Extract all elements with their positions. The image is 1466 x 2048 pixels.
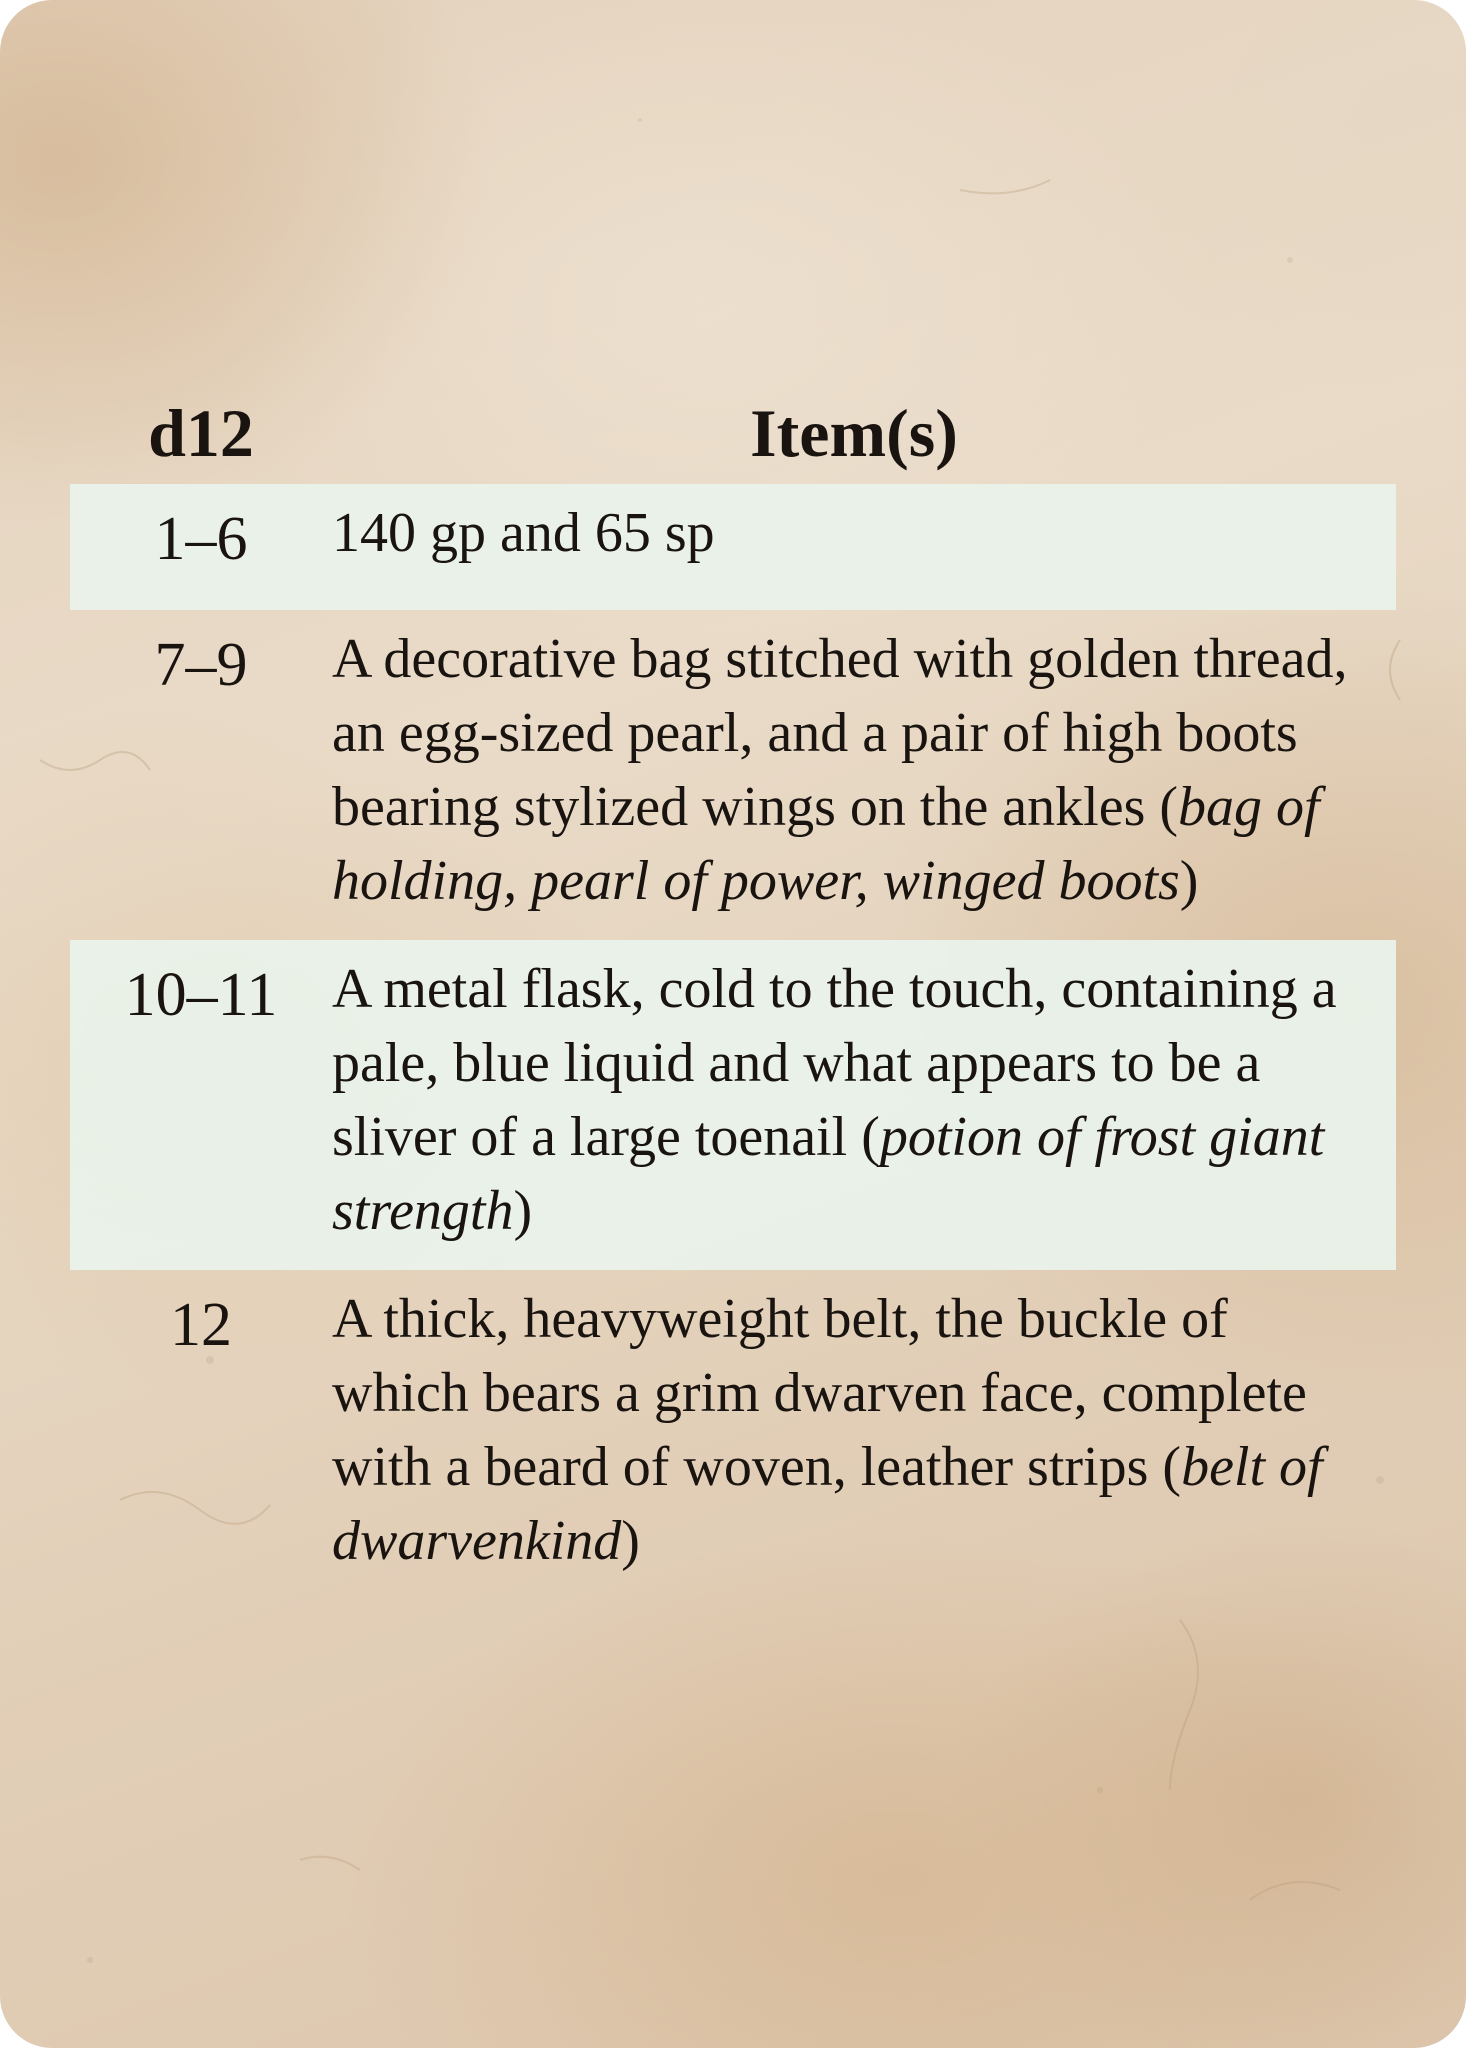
magic-item-names: potion of frost giant strength <box>332 1106 1325 1242</box>
table-row <box>70 1270 1396 1592</box>
item-description: A thick, heavyweight belt, the buckle of which bears a grim dwarven face, complete with a beard of woven, leather strips (belt of dwarvenkind) <box>332 1288 1323 1572</box>
roll-column-header: d12 <box>148 394 254 471</box>
magic-item-names: belt of dwarvenkind <box>332 1436 1323 1572</box>
item-description: 140 gp and 65 sp <box>332 484 1396 610</box>
roll-range: 1–6 <box>70 484 332 610</box>
magic-item-names: bag of holding, pearl of power, winged boots <box>332 776 1320 912</box>
roll-range: 7–9 <box>154 631 248 699</box>
table-row <box>70 610 1396 940</box>
items-column-header: Item(s) <box>750 394 958 471</box>
item-description: A metal flask, cold to the touch, containing a pale, blue liquid and what appears to be a sliver of a large toenail (potion of frost giant strength) <box>332 940 1396 1270</box>
loot-table <box>70 382 1396 1592</box>
roll-range: 12 <box>170 1291 232 1359</box>
table-header <box>70 382 1396 484</box>
item-description: A decorative bag stitched with golden thread, an egg-sized pearl, and a pair of high boots bearing stylized wings on the ankles (bag of holding, pearl of power, winged boots) <box>332 628 1348 912</box>
roll-range: 10–11 <box>70 940 332 1270</box>
table-row <box>70 940 1396 1270</box>
table-row <box>70 484 1396 610</box>
